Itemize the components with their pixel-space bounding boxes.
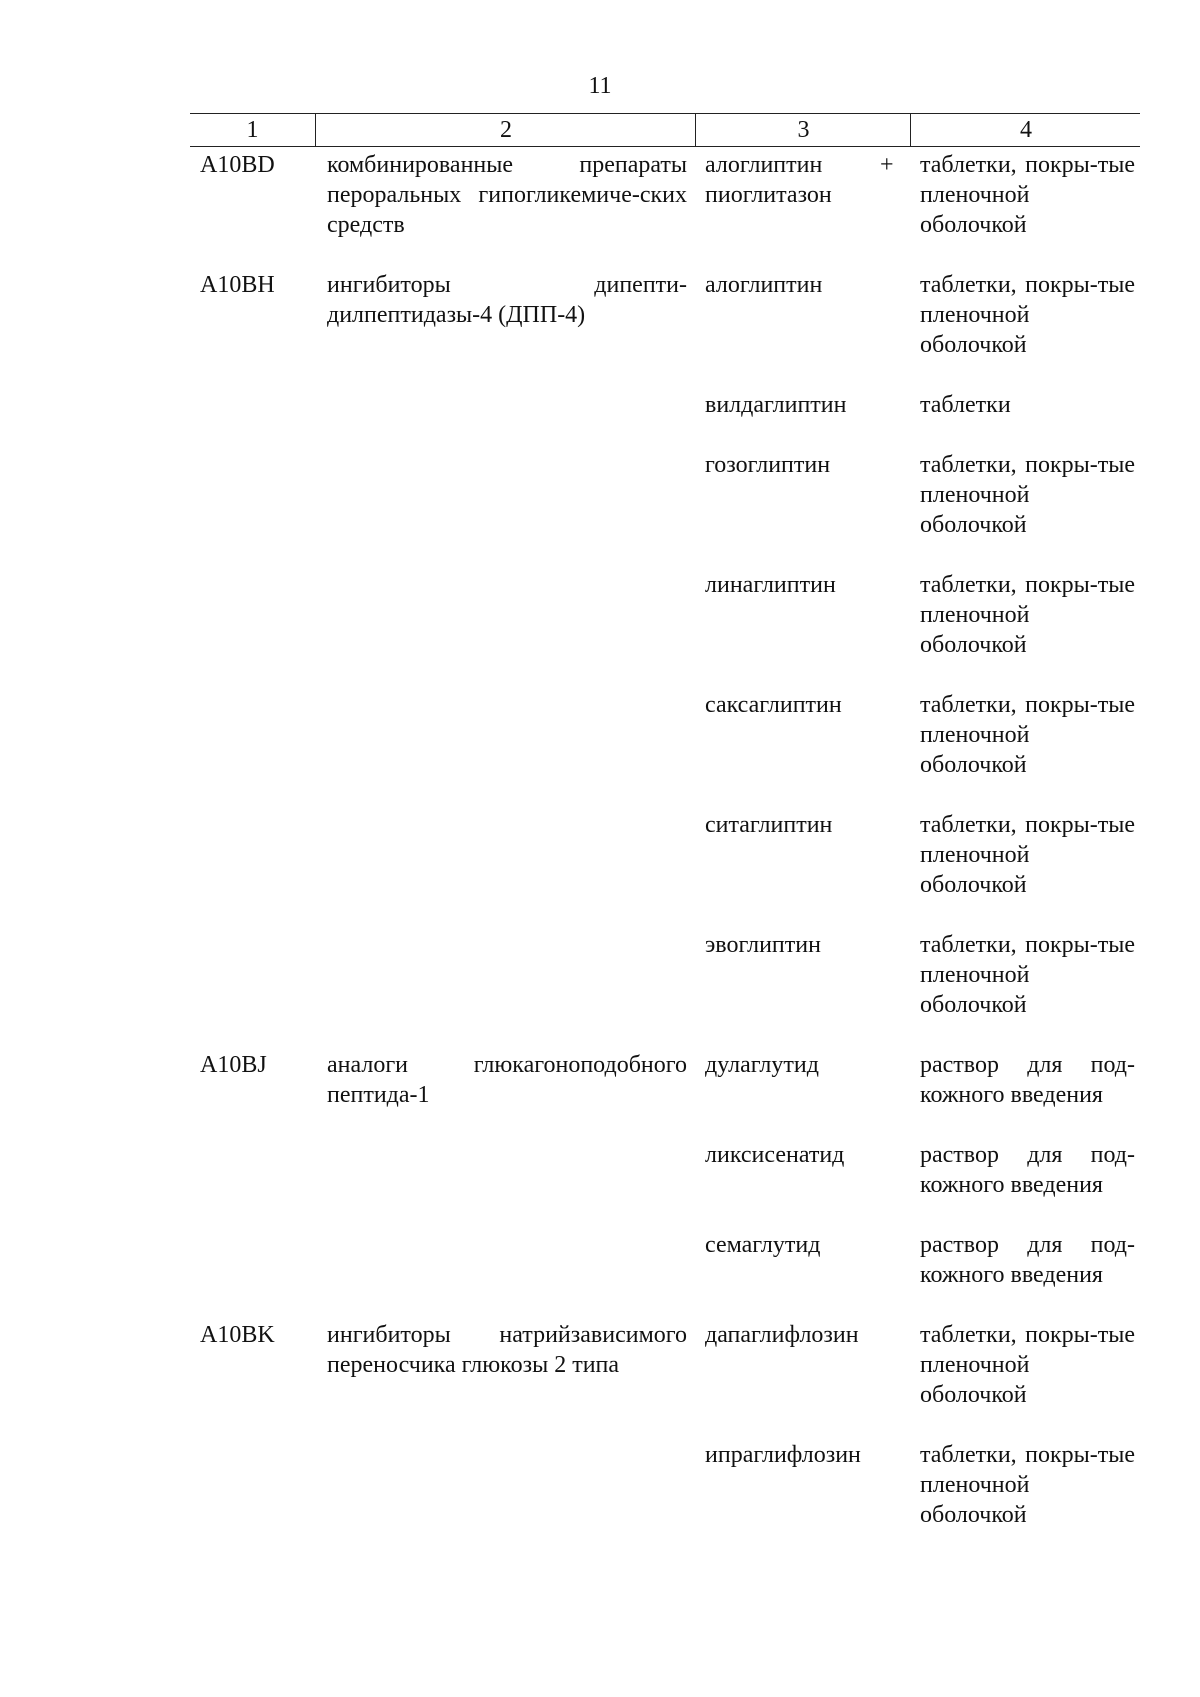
drug-name: дулаглутид xyxy=(705,1052,819,1078)
drug-name: алоглиптин xyxy=(705,272,823,298)
atc-code: A10BD xyxy=(200,152,275,178)
atc-code: A10BJ xyxy=(200,1052,267,1078)
drug-name xyxy=(705,150,900,210)
table-row xyxy=(190,1140,1140,1230)
table-row xyxy=(190,270,1140,390)
table-row xyxy=(190,1320,1140,1440)
header-col-4: 4 xyxy=(910,114,1141,146)
dosage-form: таблетки, покры-тые пленочной оболочкой xyxy=(920,932,1135,1018)
drug-name: ипраглифлозин xyxy=(705,1442,861,1468)
table-row xyxy=(190,930,1140,1050)
group-name: комбинированные препараты пероральных гипогликемиче-ских средств xyxy=(327,152,687,238)
dosage-form: таблетки, покры-тые пленочной оболочкой xyxy=(920,452,1135,538)
table-row xyxy=(190,570,1140,690)
drug-name: гозоглиптин xyxy=(705,452,831,478)
drug-name: ситаглиптин xyxy=(705,812,833,838)
drug-name-line-2: пиоглитазон xyxy=(705,182,832,208)
dosage-form: таблетки, покры-тые пленочной оболочкой xyxy=(920,1322,1135,1408)
drug-name: вилдаглиптин xyxy=(705,392,847,418)
table-row xyxy=(190,450,1140,570)
table-row xyxy=(190,690,1140,810)
dosage-form: таблетки, покры-тые пленочной оболочкой xyxy=(920,1442,1135,1528)
table-row xyxy=(190,1440,1140,1560)
drug-name: эвоглиптин xyxy=(705,932,821,958)
drug-name: дапаглифлозин xyxy=(705,1322,859,1348)
table-row xyxy=(190,390,1140,450)
drug-name: линаглиптин xyxy=(705,572,836,598)
table-body xyxy=(190,150,1140,1560)
table-row xyxy=(190,810,1140,930)
dosage-form: таблетки xyxy=(920,392,1011,418)
dosage-form: раствор для под-кожного введения xyxy=(920,1232,1135,1288)
header-col-3: 3 xyxy=(695,114,911,146)
table-row xyxy=(190,1230,1140,1320)
dosage-form: таблетки, покры-тые пленочной оболочкой xyxy=(920,272,1135,358)
group-name: аналоги глюкагоноподобного пептида-1 xyxy=(327,1052,687,1108)
drug-name: саксаглиптин xyxy=(705,692,842,718)
atc-code: A10BH xyxy=(200,272,275,298)
dosage-form: раствор для под-кожного введения xyxy=(920,1142,1135,1198)
drug-name: семаглутид xyxy=(705,1232,821,1258)
dosage-form: раствор для под-кожного введения xyxy=(920,1052,1135,1108)
dosage-form: таблетки, покры-тые пленочной оболочкой xyxy=(920,692,1135,778)
header-col-2: 2 xyxy=(315,114,696,146)
table-header-row xyxy=(190,113,1140,147)
table-row xyxy=(190,1050,1140,1140)
dosage-form: таблетки, покры-тые пленочной оболочкой xyxy=(920,572,1135,658)
group-name: ингибиторы натрийзависимого переносчика глюкозы 2 типа xyxy=(327,1322,687,1378)
atc-code: A10BK xyxy=(200,1322,275,1348)
dosage-form: таблетки, покры-тые пленочной оболочкой xyxy=(920,812,1135,898)
header-col-1: 1 xyxy=(246,117,259,143)
dosage-form: таблетки, покры-тые пленочной оболочкой xyxy=(920,152,1135,238)
combination-plus: + xyxy=(880,152,894,178)
drug-name: ликсисенатид xyxy=(705,1142,845,1168)
drug-name-line-1: алоглиптин xyxy=(705,152,823,178)
page-number: 11 xyxy=(588,73,612,99)
table-row xyxy=(190,150,1140,270)
group-name: ингибиторы дипепти-дилпептидазы-4 (ДПП-4) xyxy=(327,272,687,328)
